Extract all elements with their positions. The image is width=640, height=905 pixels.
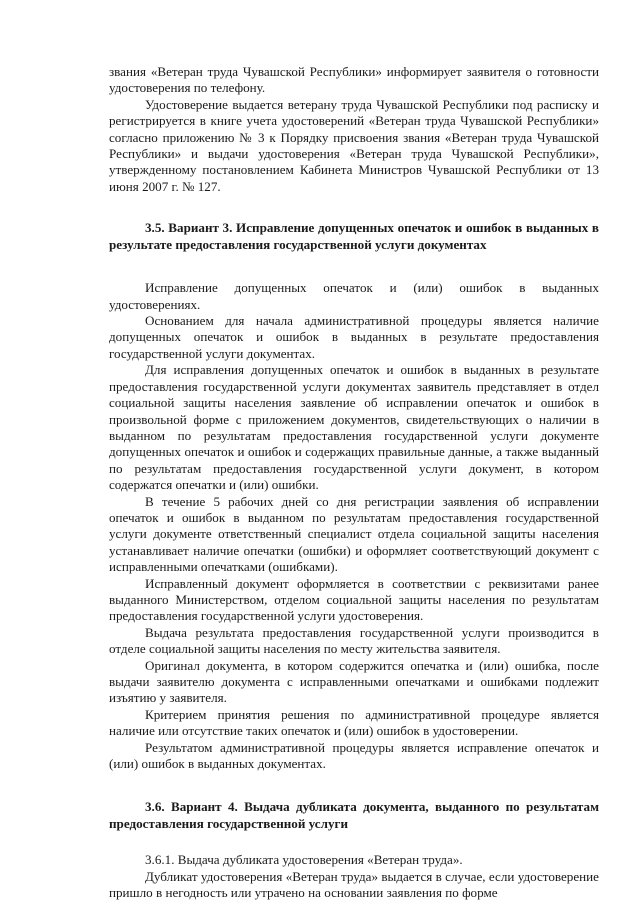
section-3-6-paragraph-2: Дубликат удостоверения «Ветеран труда» выдается в случае, если удостоверение пришло в негодность или утрачено на основании заявления по форме — [109, 868, 599, 901]
section-3-5-paragraph-3: Для исправления допущенных опечаток и ошибок в выданных в результате предоставления государственной услуги документах заявитель представляет в отдел социальной защиты населения заявление об исправлении опечаток и ошибок в произвольной форме с приложением документов, свидетельствующих о наличии в выданном по результатам предоставления государственной услуги документе допущенных опечаток и ошибок и содержащих правильные данные, а также выданный по результатам предоставления государственной услуги документ, в котором содержатся опечатки и (или) ошибки. — [109, 362, 599, 493]
section-3-5-paragraph-8: Критерием принятия решения по административной процедуре является наличие или отсутствие таких опечаток и (или) ошибок в удостоверении. — [109, 706, 599, 739]
section-3-5-paragraph-2: Основанием для начала административной процедуры является наличие допущенных опечаток и ошибок в выданных в результате предоставления государственной услуги документах. — [109, 313, 599, 361]
section-3-6-heading: 3.6. Вариант 4. Выдача дубликата документа, выданного по результатам предоставления государственной услуги — [109, 799, 599, 832]
section-3-5-paragraph-1: Исправление допущенных опечаток и (или) ошибок в выданных удостоверениях. — [109, 280, 599, 312]
section-3-5-paragraph-9: Результатом административной процедуры является исправление опечаток и (или) ошибок в выданных документах. — [109, 739, 599, 772]
section-3-6-paragraph-1: 3.6.1. Выдача дубликата удостоверения «Ветеран труда». — [145, 852, 463, 868]
section-3-5-paragraph-6: Выдача результата предоставления государственной услуги производится в отделе социальной защиты населения по месту жительства заявителя. — [109, 624, 599, 657]
section-3-5-heading: 3.5. Вариант 3. Исправление допущенных опечаток и ошибок в выданных в результате предоставления государственной услуги документах — [109, 220, 599, 253]
section-3-5-paragraph-4: В течение 5 рабочих дней со дня регистрации заявления об исправлении опечаток и ошибок в выданном по результатам предоставления государственной услуги документе ответственный специалист отдела социальной защиты населения устанавливает наличие опечатки (ошибки) и оформляет соответствующий документ с исправленными опечатками (ошибками). — [109, 493, 599, 575]
section-3-5-paragraph-7: Оригинал документа, в котором содержится опечатка и (или) ошибка, после выдачи заявителю документа с исправленными опечатками и ошибками подлежит изъятию у заявителя. — [109, 657, 599, 706]
section-3-5-paragraph-5: Исправленный документ оформляется в соответствии с реквизитами ранее выданного Министерством, отделом социальной защиты населения по результатам предоставления государственной услуги удостоверения. — [109, 575, 599, 624]
intro-paragraph-2: Удостоверение выдается ветерану труда Чувашской Республики под расписку и регистрируется в книге учета удостоверений «Ветеран труда Чувашской Республики» согласно приложению № 3 к Порядку присвоения звания «Ветеран труда Чувашской Республики» и выдачи удостоверения «Ветеран труда Чувашской Республики», утвержденному постановлением Кабинета Министров Чувашской Республики от 13 июня 2007 г. № 127. — [109, 96, 599, 194]
intro-paragraph-1: звания «Ветеран труда Чувашской Республики» информирует заявителя о готовности удостоверения по телефону. — [109, 64, 599, 96]
